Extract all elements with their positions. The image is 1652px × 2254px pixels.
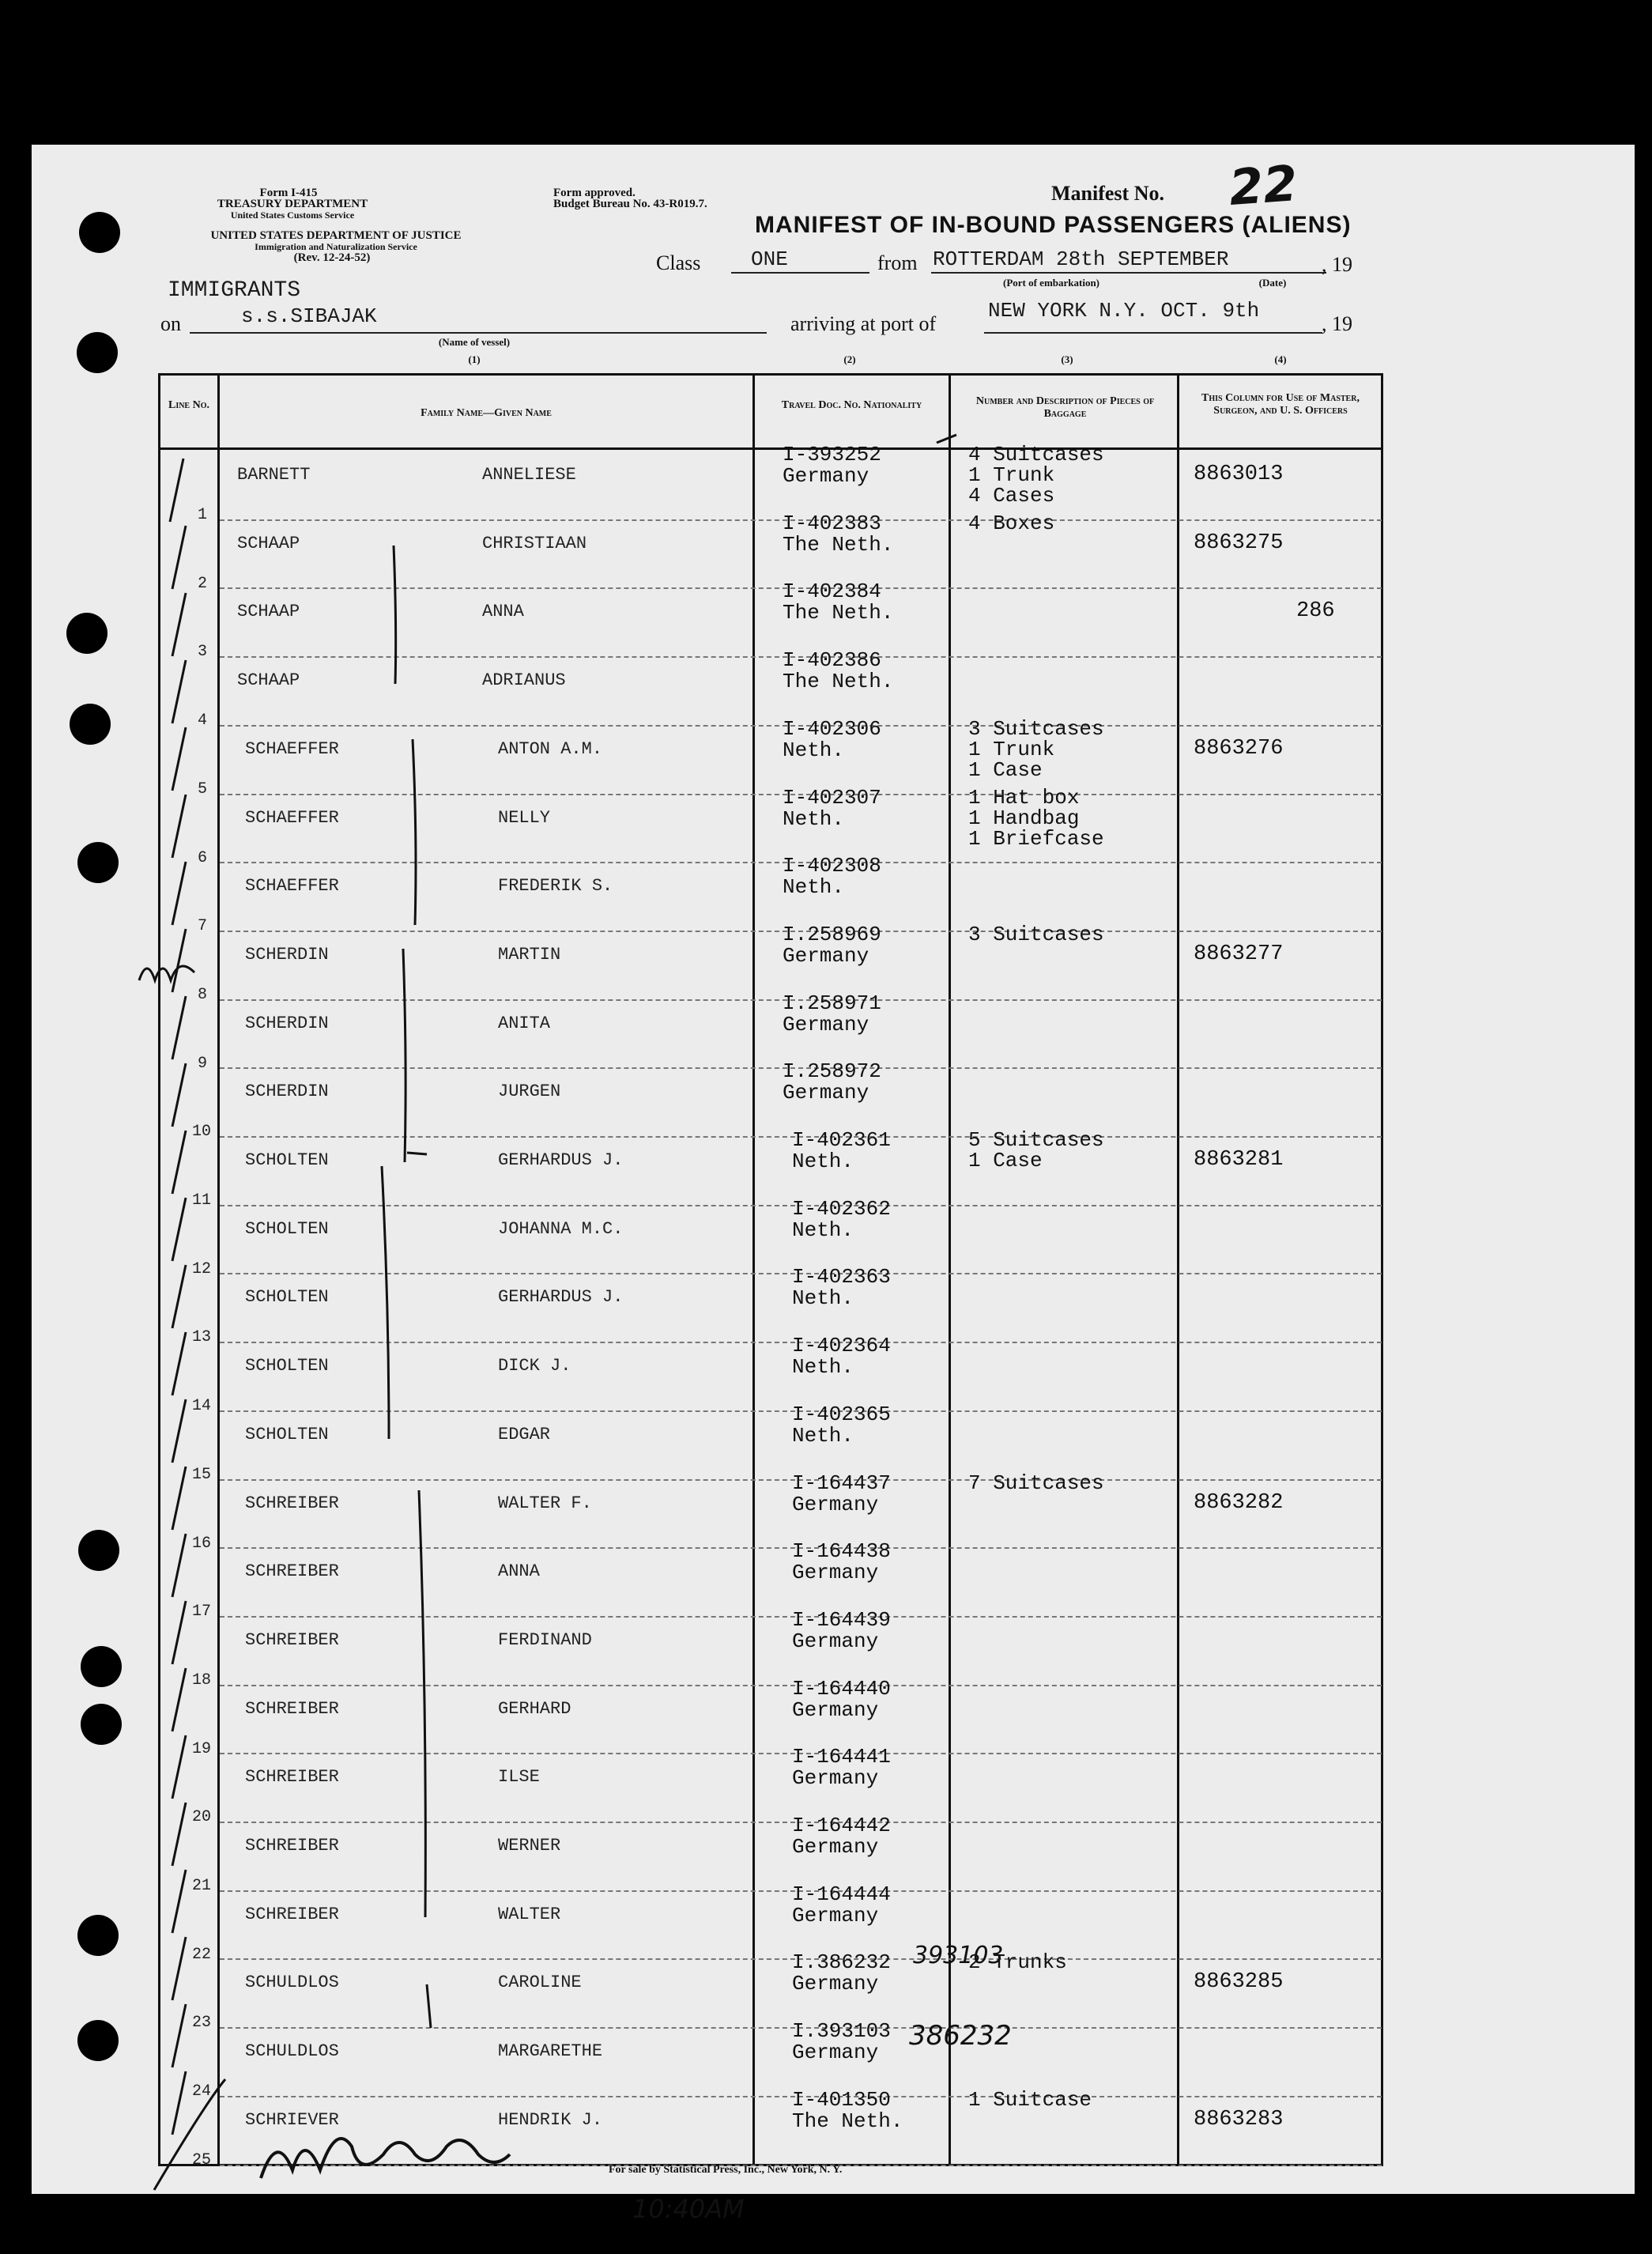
family-name: SCHOLTEN xyxy=(245,1356,329,1376)
family-name: SCHREIBER xyxy=(245,1561,339,1582)
travel-doc-number: I.258969 xyxy=(783,922,881,946)
nationality: Germany xyxy=(783,464,869,488)
line-number: 11 xyxy=(192,1191,212,1210)
nationality: Neth. xyxy=(792,1355,854,1380)
budget-bureau: Budget Bureau No. 43-R019.7. xyxy=(553,198,707,210)
nationality: Germany xyxy=(792,1835,879,1859)
category-immigrants: IMMIGRANTS xyxy=(168,278,301,303)
nationality: The Neth. xyxy=(783,601,894,625)
nationality: Germany xyxy=(783,1081,869,1105)
line-number: 13 xyxy=(192,1328,212,1347)
family-name: SCHERDIN xyxy=(245,1013,329,1033)
manifest-title: MANIFEST OF IN-BOUND PASSENGERS (ALIENS) xyxy=(755,212,1352,238)
given-name: GERHARDUS J. xyxy=(498,1287,624,1308)
given-name: CHRISTIAAN xyxy=(482,533,587,553)
travel-doc-number: I-164439 xyxy=(792,1607,891,1632)
form-approved: Form approved. xyxy=(553,187,636,199)
family-name: SCHAAP xyxy=(237,533,300,553)
travel-doc-number: I-402364 xyxy=(792,1334,891,1358)
col-header-travel-doc: Travel Doc. No. Nationality xyxy=(781,399,922,411)
given-name: FERDINAND xyxy=(498,1629,592,1650)
family-name: SCHREIBER xyxy=(245,1629,339,1650)
form-number: Form I-415 xyxy=(259,187,318,199)
nationality: The Neth. xyxy=(783,670,894,694)
class-value: ONE xyxy=(751,247,788,271)
family-name: SCHREIBER xyxy=(245,1493,339,1513)
travel-doc-number: I-402307 xyxy=(783,785,881,810)
nationality: The Neth. xyxy=(792,2109,903,2133)
given-name: MARGARETHE xyxy=(498,2041,603,2062)
given-name: DICK J. xyxy=(498,1356,571,1376)
given-name: MARTIN xyxy=(498,944,561,965)
baggage-description: 1 Hat box 1 Handbag 1 Briefcase xyxy=(968,785,1104,851)
family-name: SCHAEFFER xyxy=(245,738,339,759)
manifest-number: 22 xyxy=(1227,154,1299,217)
family-name: SCHAAP xyxy=(237,602,300,622)
nationality: Germany xyxy=(792,1903,879,1927)
travel-doc-number: I-164440 xyxy=(792,1676,891,1701)
given-name: ANNELIESE xyxy=(482,465,576,485)
travel-doc-number: I-402362 xyxy=(792,1196,891,1221)
vessel-caption: (Name of vessel) xyxy=(438,336,511,348)
line-number: 8 xyxy=(198,985,208,1004)
line-number: 23 xyxy=(192,2014,212,2033)
nationality: Neth. xyxy=(783,738,845,762)
nationality: Neth. xyxy=(792,1150,854,1173)
family-name: SCHREIBER xyxy=(245,1767,339,1788)
given-name: GERHARD xyxy=(498,1698,571,1719)
given-name: GERHARDUS J. xyxy=(498,1150,624,1170)
travel-doc-number: I-393252 xyxy=(783,443,881,466)
line-number: 6 xyxy=(198,848,208,867)
line-number: 20 xyxy=(192,1808,212,1827)
handwritten-correction-22: 393103 xyxy=(913,1942,1004,1969)
given-name: ANNA xyxy=(482,602,524,622)
travel-doc-number: I-402386 xyxy=(783,648,881,673)
travel-doc-number: I.258971 xyxy=(783,991,881,1015)
family-name: SCHOLTEN xyxy=(245,1150,329,1170)
dept-justice-sub: Immigration and Naturalization Service xyxy=(255,241,417,252)
officer-number: 8863276 xyxy=(1194,736,1284,761)
nationality: Neth. xyxy=(783,875,845,900)
col-header-line-no: Line No. xyxy=(168,399,209,411)
travel-doc-number: I-402384 xyxy=(783,580,881,604)
line-number: 9 xyxy=(198,1054,208,1073)
travel-doc-number: I-402365 xyxy=(792,1402,891,1426)
travel-doc-number: I-401350 xyxy=(792,2087,891,2112)
line-number: 22 xyxy=(192,1945,212,1964)
line-number: 17 xyxy=(192,1603,212,1622)
family-name: SCHRIEVER xyxy=(245,2109,339,2130)
given-name: JURGEN xyxy=(498,1082,561,1102)
given-name: ANNA xyxy=(498,1561,540,1582)
family-name: SCHULDLOS xyxy=(245,2041,339,2062)
officer-number: 8863277 xyxy=(1194,942,1284,966)
family-name: SCHAEFFER xyxy=(245,876,339,897)
date-caption: (Date) xyxy=(1258,277,1287,289)
travel-doc-number: I-402306 xyxy=(783,716,881,741)
travel-doc-number: I.393103 xyxy=(792,2019,891,2044)
officer-number: 8863283 xyxy=(1194,2107,1284,2131)
travel-doc-number: I-164441 xyxy=(792,1745,891,1769)
line-number: 3 xyxy=(198,643,208,662)
baggage-description: 5 Suitcases 1 Case xyxy=(968,1128,1104,1172)
nationality: Germany xyxy=(792,1972,879,1996)
travel-doc-number: I-402361 xyxy=(792,1128,891,1152)
baggage-description: 7 Suitcases xyxy=(968,1471,1104,1495)
family-name: BARNETT xyxy=(237,465,311,485)
port-of-embarkation: ROTTERDAM 28th SEPTEMBER xyxy=(933,247,1229,271)
line-number: 2 xyxy=(198,574,208,593)
given-name: WALTER xyxy=(498,1904,561,1924)
line-number: 5 xyxy=(198,780,208,799)
travel-doc-number: I-402383 xyxy=(783,511,881,535)
line-number: 25 xyxy=(192,2150,212,2169)
col-cap-4: (4) xyxy=(1274,353,1287,365)
handwritten-correction-23: 386232 xyxy=(909,2020,1012,2052)
given-name: WALTER F. xyxy=(498,1493,592,1513)
family-name: SCHAEFFER xyxy=(245,807,339,828)
line-number: 1 xyxy=(198,506,208,524)
given-name: FREDERIK S. xyxy=(498,876,613,897)
nationality: The Neth. xyxy=(783,532,894,557)
given-name: ADRIANUS xyxy=(482,670,566,691)
family-name: SCHERDIN xyxy=(245,1082,329,1102)
line-number: 21 xyxy=(192,1877,212,1895)
travel-doc-number: I-164438 xyxy=(792,1539,891,1564)
baggage-description: 1 Suitcase xyxy=(968,2087,1092,2112)
travel-doc-number: I-164437 xyxy=(792,1471,891,1495)
nationality: Germany xyxy=(792,1766,879,1791)
nationality: Neth. xyxy=(792,1286,854,1311)
given-name: CAROLINE xyxy=(498,1973,582,1993)
family-name: SCHOLTEN xyxy=(245,1424,329,1444)
given-name: JOHANNA M.C. xyxy=(498,1218,624,1239)
nationality: Neth. xyxy=(792,1423,854,1448)
line-number: 15 xyxy=(192,1465,212,1484)
given-name: NELLY xyxy=(498,807,551,828)
col-header-baggage: Number and Description of Pieces of Baggage xyxy=(975,395,1155,420)
baggage-description: 2 Trunks xyxy=(968,1950,1067,1975)
line-number: 10 xyxy=(192,1123,212,1142)
dept-justice: UNITED STATES DEPARTMENT OF JUSTICE xyxy=(210,229,462,242)
baggage-description: 4 Boxes xyxy=(968,511,1055,535)
col-cap-1: (1) xyxy=(468,353,481,365)
given-name: ANITA xyxy=(498,1013,551,1033)
baggage-description: 4 Suitcases 1 Trunk 4 Cases xyxy=(968,443,1104,508)
line-number: 4 xyxy=(198,712,208,731)
col-header-officers: This Column for Use of Master, Surgeon, and U. S. Officers xyxy=(1201,392,1360,417)
family-name: SCHREIBER xyxy=(245,1698,339,1719)
on-label: on xyxy=(160,312,181,335)
travel-doc-number: I.386232 xyxy=(792,1950,891,1975)
line-number: 14 xyxy=(192,1397,212,1416)
arriving-label: arriving at port of xyxy=(790,312,937,335)
nationality: Germany xyxy=(792,1697,879,1722)
family-name: SCHREIBER xyxy=(245,1904,339,1924)
family-name: SCHULDLOS xyxy=(245,1973,339,1993)
year-2: , 19 xyxy=(1322,312,1352,335)
family-name: SCHOLTEN xyxy=(245,1287,329,1308)
nationality: Neth. xyxy=(783,806,845,831)
travel-doc-number: I-164444 xyxy=(792,1882,891,1906)
line-number: 12 xyxy=(192,1259,212,1278)
line-number: 16 xyxy=(192,1534,212,1553)
col-cap-3: (3) xyxy=(1061,353,1073,365)
line-number: 18 xyxy=(192,1671,212,1690)
officer-number: 8863013 xyxy=(1194,463,1284,486)
manifest-label: Manifest No. xyxy=(1051,182,1164,205)
vessel-name: s.s.SIBAJAK xyxy=(241,304,377,328)
from-label: from xyxy=(877,251,918,274)
given-name: ILSE xyxy=(498,1767,540,1788)
form-rev: (Rev. 12-24-52) xyxy=(293,251,371,264)
dept-treasury: TREASURY DEPARTMENT xyxy=(217,198,368,210)
family-name: SCHOLTEN xyxy=(245,1218,329,1239)
col-header-name: Family Name—Given Name xyxy=(421,407,552,419)
nationality: Germany xyxy=(792,1561,879,1585)
class-label: Class xyxy=(656,251,701,274)
nationality: Neth. xyxy=(792,1218,854,1242)
officer-number: 8863282 xyxy=(1194,1490,1284,1515)
nationality: Germany xyxy=(792,1492,879,1516)
travel-doc-number: I-402363 xyxy=(792,1265,891,1289)
dept-treasury-sub: United States Customs Service xyxy=(230,210,355,221)
travel-doc-number: I.258972 xyxy=(783,1059,881,1084)
officer-number: 286 xyxy=(1296,599,1335,624)
line-number: 19 xyxy=(192,1739,212,1758)
col-cap-2: (2) xyxy=(843,353,856,365)
officer-number: 8863275 xyxy=(1194,530,1284,555)
officer-number: 8863281 xyxy=(1194,1148,1284,1172)
line-number: 7 xyxy=(198,917,208,936)
nationality: Germany xyxy=(783,943,869,968)
nationality: Germany xyxy=(792,2041,879,2065)
family-name: SCHERDIN xyxy=(245,944,329,965)
baggage-description: 3 Suitcases 1 Trunk 1 Case xyxy=(968,716,1104,782)
given-name: WERNER xyxy=(498,1836,561,1856)
port-caption: (Port of embarkation) xyxy=(1002,277,1100,289)
line-number: 24 xyxy=(192,2082,212,2101)
year-1: , 19 xyxy=(1322,253,1352,276)
footer-printer: For sale by Statistical Press, Inc., New York, N. Y. xyxy=(609,2164,843,2176)
handwritten-time: 10:40AM xyxy=(632,2194,745,2224)
travel-doc-number: I-164442 xyxy=(792,1814,891,1837)
travel-doc-number: I-402308 xyxy=(783,854,881,878)
given-name: EDGAR xyxy=(498,1424,551,1444)
family-name: SCHAAP xyxy=(237,670,300,691)
family-name: SCHREIBER xyxy=(245,1836,339,1856)
officer-number: 8863285 xyxy=(1194,1970,1284,1995)
arrival-port: NEW YORK N.Y. OCT. 9th xyxy=(988,299,1260,323)
given-name: ANTON A.M. xyxy=(498,738,603,759)
nationality: Germany xyxy=(792,1629,879,1653)
nationality: Germany xyxy=(783,1012,869,1036)
given-name: HENDRIK J. xyxy=(498,2109,603,2130)
baggage-description: 3 Suitcases xyxy=(968,922,1104,946)
